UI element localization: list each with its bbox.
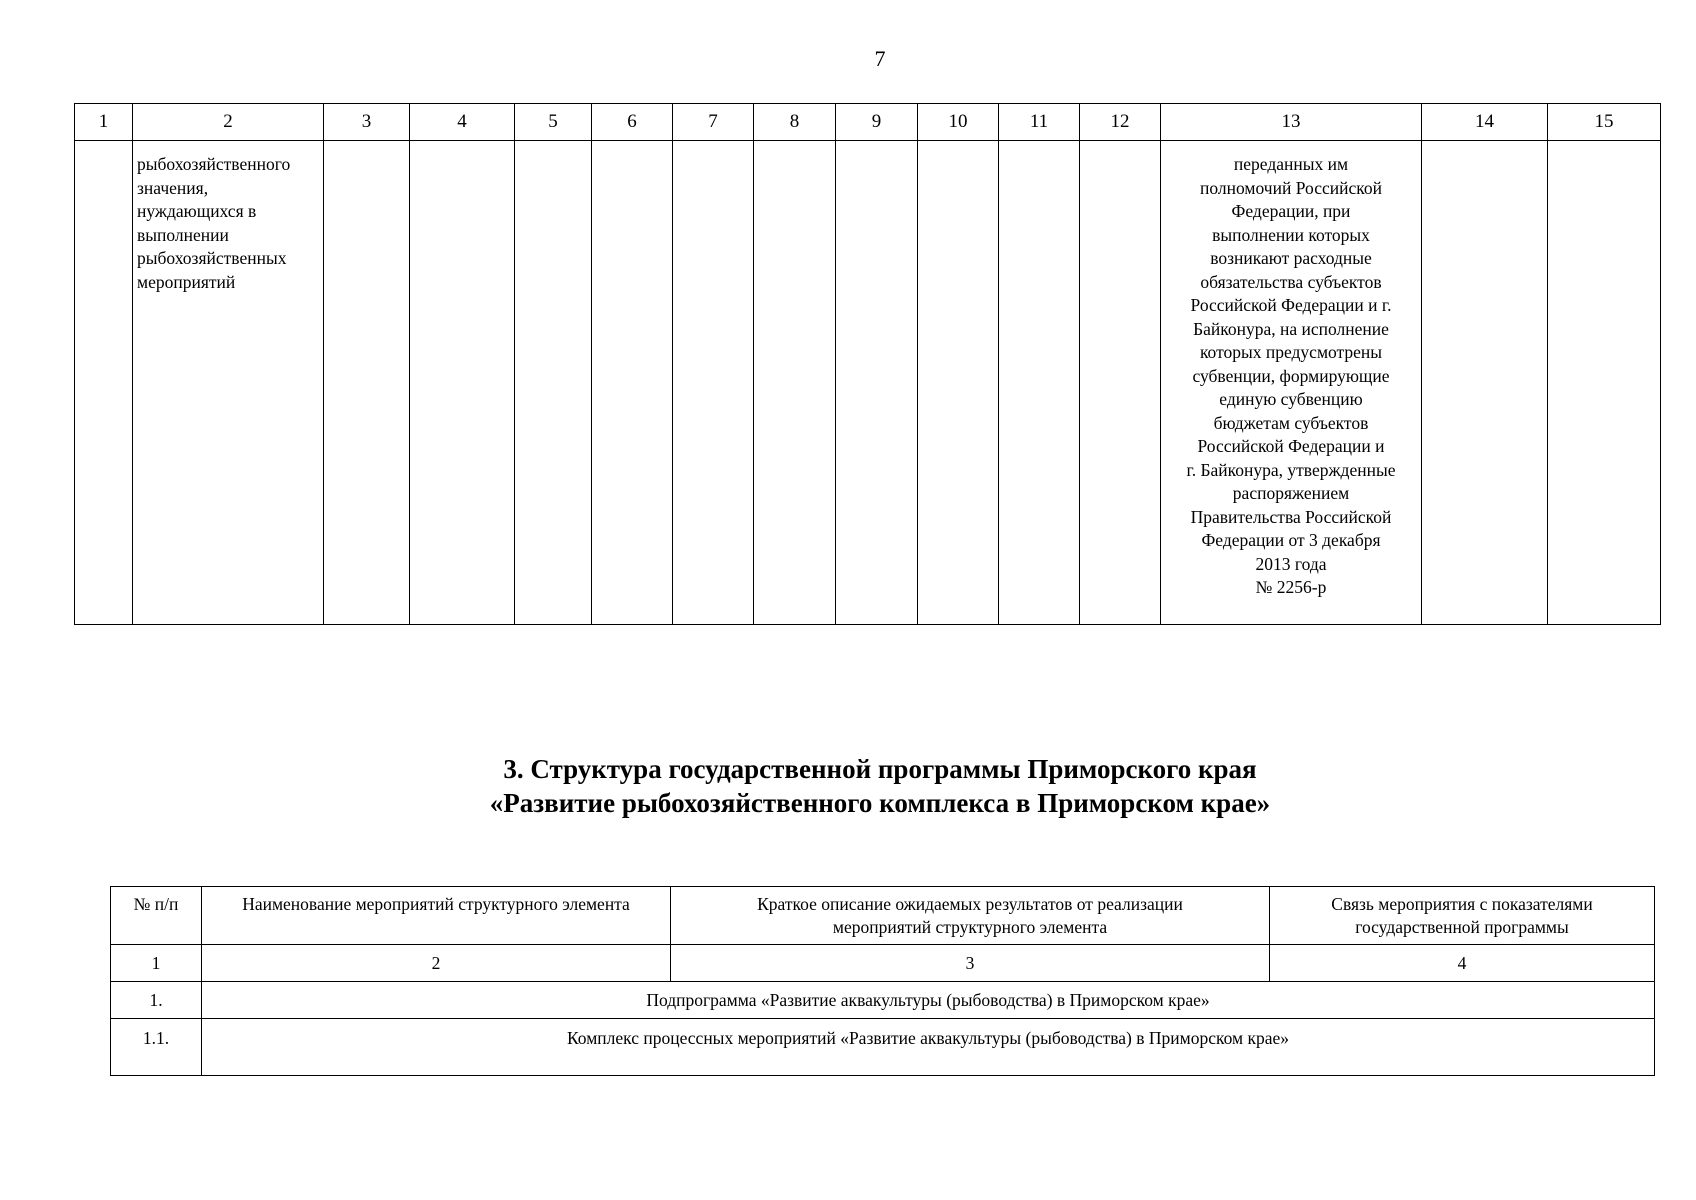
header-number: № п/п [111,887,202,945]
table-cell [410,141,515,625]
table-row [111,982,1655,1019]
table-cell [999,141,1080,625]
table-cell [1422,141,1548,625]
column-header: 13 [1161,104,1422,141]
column-header: 4 [410,104,515,141]
row-text: Подпрограмма «Развитие аквакультуры (рыбоводства) в Приморском крае» [202,982,1655,1019]
structure-table [110,886,1655,1076]
table-row [111,1019,1655,1076]
table-cell [673,141,754,625]
column-number-row [111,945,1655,982]
table-row [75,141,1661,625]
table-cell [324,141,410,625]
column-header: 11 [999,104,1080,141]
table-cell [133,141,324,625]
table-cell [592,141,673,625]
column-header: 12 [1080,104,1161,141]
column-number: 3 [671,945,1270,982]
column-number-row [75,104,1661,141]
row-text: Комплекс процессных мероприятий «Развитие аквакультуры (рыбоводства) в Приморском крае» [202,1019,1655,1076]
column-number: 1 [111,945,202,982]
header-activity-name: Наименование мероприятий структурного элемента [202,887,671,945]
header-expected-results: Краткое описание ожидаемых результатов от реализации мероприятий структурного элемента [671,887,1270,945]
column-header: 9 [836,104,918,141]
column-header: 10 [918,104,999,141]
col2-text: рыбохозяйственного значения, нуждающихся в выполнении рыбохозяйственных мероприятий [137,154,291,292]
section-title-line1: 3. Структура государственной программы Приморского края [503,754,1257,784]
section-title-line2: «Развитие рыбохозяйственного комплекса в Приморском крае» [489,788,1271,818]
table-cell [75,141,133,625]
header-indicator-link: Связь мероприятия с показателями государственной программы [1270,887,1655,945]
table-cell [836,141,918,625]
column-header: 6 [592,104,673,141]
row-number: 1. [111,982,202,1019]
column-header: 7 [673,104,754,141]
table-cell [1548,141,1661,625]
column-number: 4 [1270,945,1655,982]
table-cell [1080,141,1161,625]
column-header: 5 [515,104,592,141]
column-header: 8 [754,104,836,141]
table-cell [918,141,999,625]
column-header: 14 [1422,104,1548,141]
column-header: 1 [75,104,133,141]
section-title [0,752,1696,820]
table-cell [515,141,592,625]
column-header: 3 [324,104,410,141]
continuation-table [74,103,1661,625]
header-row [111,887,1655,945]
table-cell [754,141,836,625]
column-number: 2 [202,945,671,982]
row-number: 1.1. [111,1019,202,1076]
page-number: 7 [874,46,886,71]
column-header: 15 [1548,104,1661,141]
table-cell [1161,141,1422,625]
column-header: 2 [133,104,324,141]
col13-text: переданных им полномочий Российской Федерации, при выполнении которых возникают расходные обязательства субъектов Российской Федерации и г. Байконура, на исполнение которых предусмотрены субвенции, формирующие единую субвенцию бюджетам субъектов Российской Федерации и г. Байконура, утвержденные распоряжением Правительства Российской Федерации от 3 декабря 2013 года № 2256-р [1186,154,1396,597]
